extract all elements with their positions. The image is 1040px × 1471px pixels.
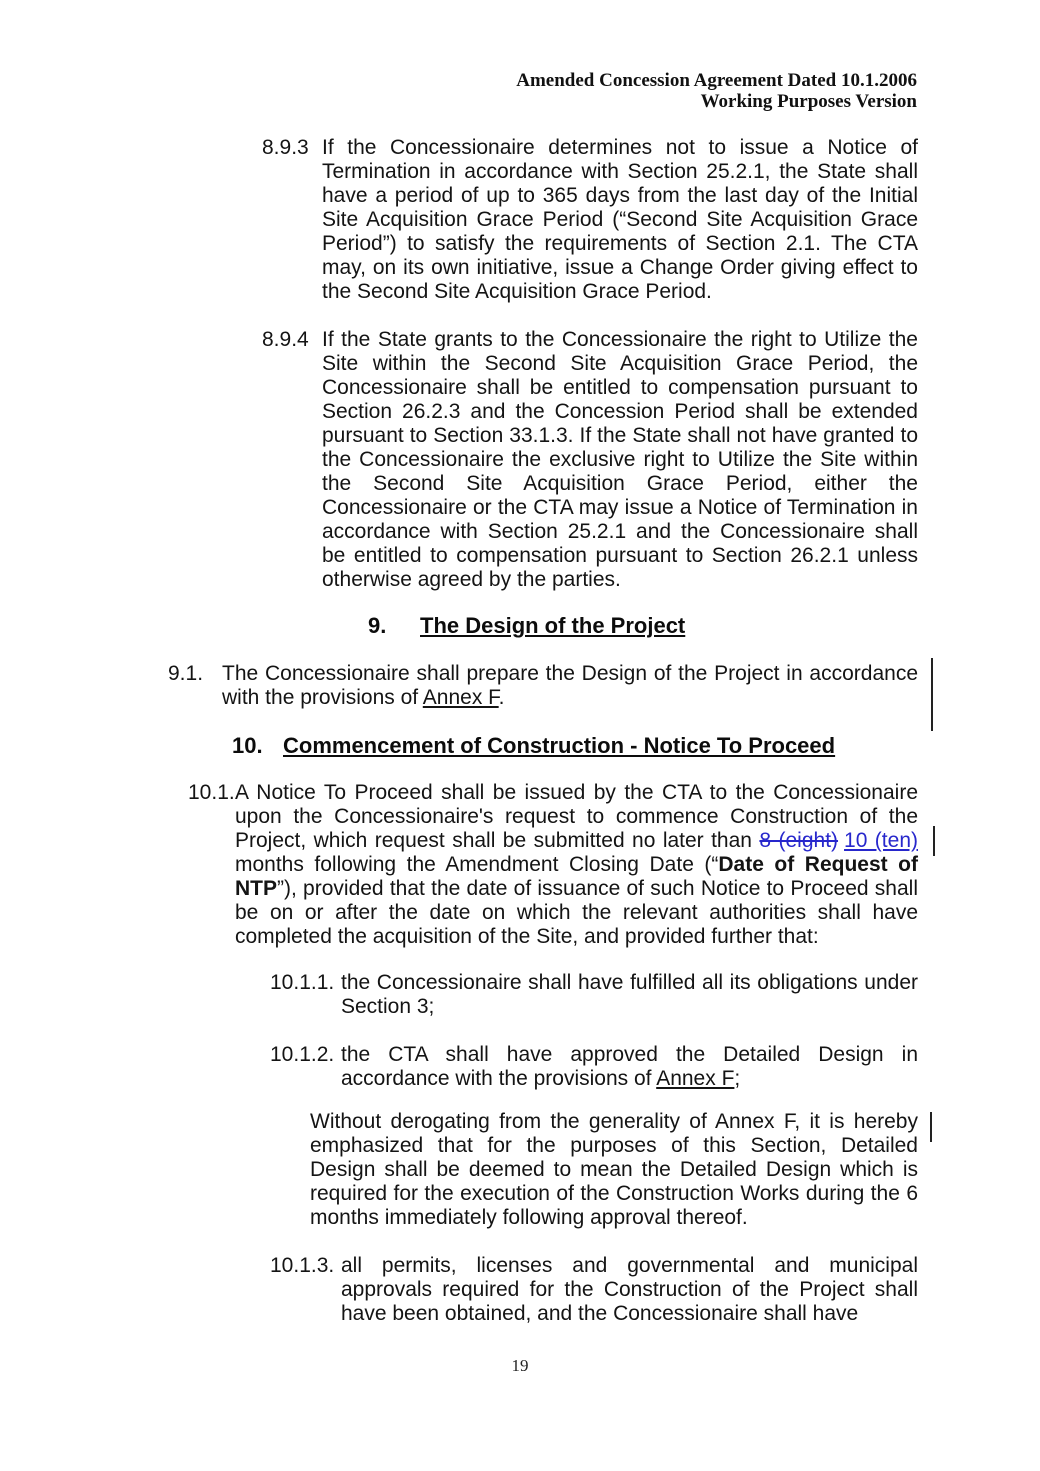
section-title: Commencement of Construction - Notice To Proceed [283,733,836,758]
change-bar-clause-10-1 [933,826,935,856]
section-9-heading [368,613,685,639]
clause-10-1-3 [270,1254,918,1326]
section-number: 9. [368,613,387,638]
clause-number: 10.1.3. [270,1254,335,1277]
clause-text-start: The Concessionaire shall prepare the Design of the Project in accordance with the provisions of [222,662,918,709]
annex-f-reference: Annex F [422,686,499,709]
clause-text-part-1: A Notice To Proceed shall be issued by the CTA to the Concessionaire upon the Concessionaire's request to commence Construction of the Project, which request shall be submitted no later than [235,781,918,852]
clause-10-1-1 [270,971,918,1019]
clause-text [222,662,918,710]
clause-number: 9.1. [168,662,204,685]
document-header [516,70,917,112]
clause-text: all permits, licenses and governmental and municipal approvals required for the Construction of the Project shall have been obtained, and the Concessionaire shall have [341,1254,918,1325]
header-title-line: Amended Concession Agreement Dated 10.1.2006 [516,70,917,91]
clause-text [341,1043,918,1091]
clause-text: If the State grants to the Concessionaire the right to Utilize the Site within the Second Site Acquisition Grace Period, the Concessionaire shall be entitled to compensation pursuant to Section 26.2.3 and the Concession Period shall be extended pursuant to Section 33.1.3. If the State shall not have granted to the Concessionaire the exclusive right to Utilize the Site within the Second Site Acquisition Grace Period, either the Concessionaire or the CTA may issue a Notice of Termination in accordance with Section 25.2.1 and the Concessionaire shall be entitled to compensation pursuant to Section 26.2.1 unless otherwise agreed by the parties. [322,328,918,591]
clause-9-1 [168,662,918,710]
clause-text-end: ; [734,1067,741,1090]
page-number: 19 [511,1356,529,1375]
clause-text-part-3: ”), provided that the date of issuance of such Notice to Proceed shall be on or after the date on which the relevant authorities shall have completed the acquisition of the Site, and provided further that: [235,877,918,948]
clause-8-9-4 [262,328,918,592]
clause-10-1-2-continuation: Without derogating from the generality of Annex F, it is hereby emphasized that for the purposes of this Section, Detailed Design shall be deemed to mean the Detailed Design which is required for the execution of the Construction Works during the 6 months immediately following approval thereof. [310,1110,918,1229]
clause-text-end: . [498,686,505,709]
clause-number: 10.1.2. [270,1043,335,1066]
annex-f-reference: Annex F [656,1067,735,1090]
section-10-heading [232,733,835,759]
clause-text [235,781,918,949]
header-version-line: Working Purposes Version [700,91,917,112]
clause-text-start: the CTA shall have approved the Detailed Design in accordance with the provisions of [341,1043,918,1090]
change-bar-clause-10-1-2 [930,1112,932,1142]
clause-text: If the Concessionaire determines not to issue a Notice of Termination in accordance with Section 25.2.1, the State shall have a period of up to 365 days from the last day of the Initial Site Acquisition Grace Period (“Second Site Acquisition Grace Period”) to satisfy the requirements of Section 2.1. The CTA may, on its own initiative, issue a Change Order giving effect to the Second Site Acquisition Grace Period. [322,136,918,303]
clause-number: 10.1.1. [270,971,335,994]
clause-number: 8.9.4 [262,328,309,351]
defined-term: Date of Request of NTP [235,853,918,900]
inserted-text: 10 (ten) [844,829,918,852]
clause-text: the Concessionaire shall have fulfilled all its obligations under Section 3; [341,971,918,1018]
clause-8-9-3 [262,136,918,304]
clause-number: 8.9.3 [262,136,309,159]
clause-10-1 [188,781,918,949]
clause-number: 10.1. [188,781,235,804]
section-title: The Design of the Project [420,613,686,638]
deleted-text: 8 (eight) [759,829,839,852]
clause-10-1-2 [270,1043,918,1091]
section-number: 10. [232,733,263,758]
clause-text-part-2: months following the Amendment Closing Date (“ [235,853,719,876]
change-bar-clause-9-1 [931,658,933,731]
